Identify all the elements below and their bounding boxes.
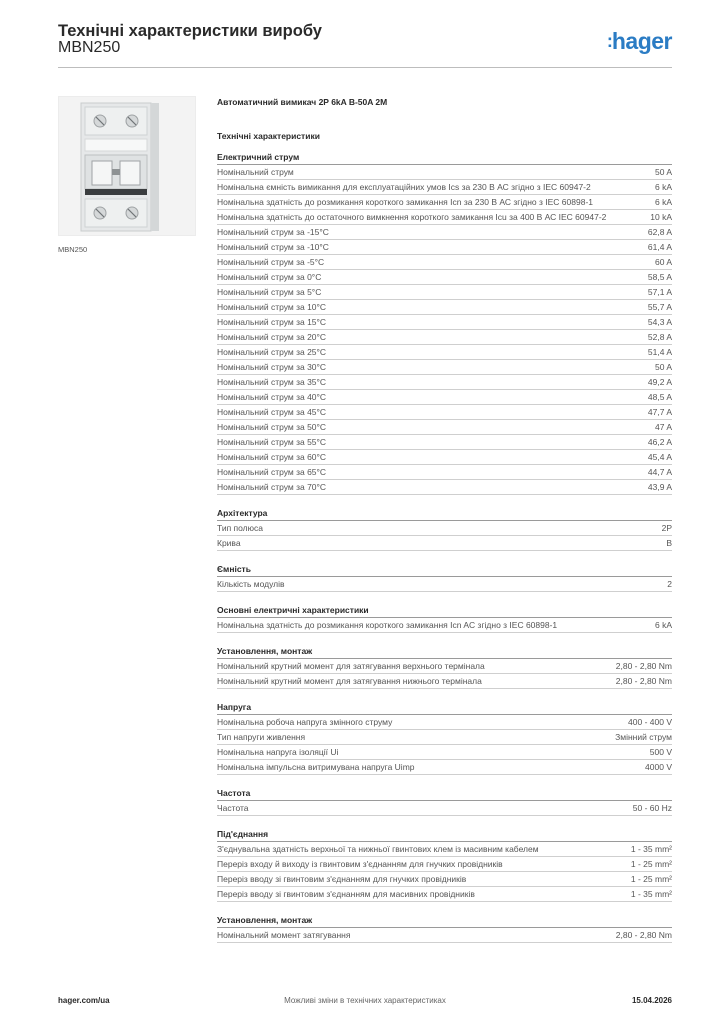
spec-row xyxy=(217,618,672,633)
spec-value: 52,8 A xyxy=(647,332,672,342)
spec-value: Змінний струм xyxy=(615,732,672,742)
spec-value: 51,4 A xyxy=(647,347,672,357)
footer-date: 15.04.2026 xyxy=(631,996,672,1005)
spec-row xyxy=(217,270,672,285)
image-caption: MBN250 xyxy=(58,245,88,254)
section-title: Установлення, монтаж xyxy=(217,914,672,928)
product-image xyxy=(58,96,196,236)
section-title: Електричний струм xyxy=(217,151,672,165)
section-title: Частота xyxy=(217,787,672,801)
spec-label: Номінальний струм за 55°C xyxy=(217,437,327,447)
spec-label: Тип напруги живлення xyxy=(217,732,306,742)
spec-row xyxy=(217,255,672,270)
section-title: Ємність xyxy=(217,563,672,577)
spec-label: Номінальна здатність до розмикання короткого замикання Icn AC згідно з IEC 60898-1 xyxy=(217,620,558,630)
spec-row xyxy=(217,674,672,689)
spec-value: 49,2 A xyxy=(647,377,672,387)
spec-value: 1 - 35 mm² xyxy=(630,889,672,899)
spec-label: Номінальний струм за 0°C xyxy=(217,272,322,282)
spec-row xyxy=(217,887,672,902)
spec-label: Номінальний струм за 30°C xyxy=(217,362,327,372)
spec-label: Номінальний струм за 15°C xyxy=(217,317,327,327)
spec-label: Номінальний струм за 50°C xyxy=(217,422,327,432)
spec-value: 6 kA xyxy=(654,620,672,630)
spec-value: 1 - 25 mm² xyxy=(630,859,672,869)
spec-label: Номінальний струм за 20°C xyxy=(217,332,327,342)
footer-notice: Можливі зміни в технічних характеристиках xyxy=(284,996,446,1005)
spec-row xyxy=(217,928,672,943)
spec-value: 61,4 A xyxy=(647,242,672,252)
spec-label: Номінальна здатність до остаточного вимкнення короткого замикання Icu за 400 В АС IEC 60947-2 xyxy=(217,212,607,222)
spec-row xyxy=(217,165,672,180)
section-title: Основні електричні характеристики xyxy=(217,604,672,618)
section-title: Установлення, монтаж xyxy=(217,645,672,659)
spec-row xyxy=(217,715,672,730)
spec-label: Номінальний струм за 45°C xyxy=(217,407,327,417)
header-divider xyxy=(58,67,672,68)
spec-label: Кількість модулів xyxy=(217,579,285,589)
spec-value: 58,5 A xyxy=(647,272,672,282)
section-title: Напруга xyxy=(217,701,672,715)
spec-value: 4000 V xyxy=(645,762,672,772)
spec-value: B xyxy=(666,538,672,548)
spec-block xyxy=(217,96,672,943)
spec-label: Номінальна напруга ізоляції Ui xyxy=(217,747,339,757)
footer-website: hager.com/ua xyxy=(58,996,110,1005)
spec-row xyxy=(217,730,672,745)
spec-value: 1 - 35 mm² xyxy=(630,844,672,854)
spec-value: 50 A xyxy=(654,362,672,372)
spec-label: Номінальний струм за 10°C xyxy=(217,302,327,312)
spec-value: 2 xyxy=(667,579,672,589)
spec-row xyxy=(217,450,672,465)
page-title: Технічні характеристики виробу xyxy=(58,22,322,40)
spec-label: Номінальний струм за -15°C xyxy=(217,227,329,237)
spec-value: 47,7 A xyxy=(647,407,672,417)
spec-value: 62,8 A xyxy=(647,227,672,237)
spec-label: Номінальний момент затягування xyxy=(217,930,351,940)
spec-value: 60 A xyxy=(654,257,672,267)
spec-value: 2P xyxy=(661,523,672,533)
spec-label: Номінальний крутний момент для затягування верхнього термінала xyxy=(217,661,485,671)
spec-value: 45,4 A xyxy=(647,452,672,462)
spec-row xyxy=(217,180,672,195)
spec-row xyxy=(217,300,672,315)
product-code: MBN250 xyxy=(58,39,121,56)
spec-row xyxy=(217,420,672,435)
spec-label: З'єднувальна здатність верхньої та нижньої гвинтових клем із масивним кабелем xyxy=(217,844,539,854)
spec-label: Номінальний струм за 65°C xyxy=(217,467,327,477)
spec-row xyxy=(217,240,672,255)
spec-label: Номінальна імпульсна витримувана напруга Uimp xyxy=(217,762,415,772)
spec-row xyxy=(217,330,672,345)
spec-value: 400 - 400 V xyxy=(628,717,672,727)
spec-value: 50 A xyxy=(654,167,672,177)
spec-row xyxy=(217,375,672,390)
spec-value: 47 A xyxy=(654,422,672,432)
spec-row xyxy=(217,842,672,857)
spec-row xyxy=(217,745,672,760)
spec-row xyxy=(217,345,672,360)
spec-row xyxy=(217,536,672,551)
spec-label: Крива xyxy=(217,538,241,548)
spec-value: 10 kA xyxy=(650,212,672,222)
spec-value: 2,80 - 2,80 Nm xyxy=(615,676,672,686)
spec-value: 6 kA xyxy=(654,197,672,207)
spec-value: 54,3 A xyxy=(647,317,672,327)
spec-label: Номінальний струм за -10°C xyxy=(217,242,329,252)
spec-value: 55,7 A xyxy=(647,302,672,312)
product-name: Автоматичний вимикач 2P 6kA B-50A 2M xyxy=(217,97,388,107)
spec-value: 2,80 - 2,80 Nm xyxy=(615,661,672,671)
spec-sections xyxy=(217,151,672,943)
spec-label: Тип полюса xyxy=(217,523,263,533)
spec-row xyxy=(217,315,672,330)
spec-row xyxy=(217,210,672,225)
spec-label: Номінальна здатність до розмикання короткого замикання Icn за 230 В АС згідно з IEC 60898-1 xyxy=(217,197,593,207)
spec-row xyxy=(217,480,672,495)
spec-row xyxy=(217,521,672,536)
spec-label: Номінальний струм за -5°C xyxy=(217,257,325,267)
section-title: Під'єднання xyxy=(217,828,672,842)
spec-row xyxy=(217,225,672,240)
spec-label: Номінальний струм за 25°C xyxy=(217,347,327,357)
spec-label: Номінальна ємність вимикання для експлуатаційних умов Ics за 230 В АС згідно з IEC 60947-2 xyxy=(217,182,591,192)
spec-label: Номінальний струм за 60°C xyxy=(217,452,327,462)
spec-row xyxy=(217,659,672,674)
spec-label: Переріз входу й виходу із гвинтовим з'єднанням для гнучких провідників xyxy=(217,859,503,869)
spec-label: Номінальний струм за 35°C xyxy=(217,377,327,387)
spec-value: 46,2 A xyxy=(647,437,672,447)
spec-label: Номінальний струм за 40°C xyxy=(217,392,327,402)
spec-row xyxy=(217,465,672,480)
spec-row xyxy=(217,405,672,420)
spec-value: 1 - 25 mm² xyxy=(630,874,672,884)
spec-row xyxy=(217,801,672,816)
spec-label: Номінальний струм за 70°C xyxy=(217,482,327,492)
spec-label: Номінальний струм xyxy=(217,167,294,177)
spec-value: 500 V xyxy=(649,747,672,757)
spec-row xyxy=(217,872,672,887)
spec-row xyxy=(217,195,672,210)
spec-label: Номінальний крутний момент для затягування нижнього термінала xyxy=(217,676,482,686)
spec-row xyxy=(217,360,672,375)
spec-value: 43,9 A xyxy=(647,482,672,492)
spec-label: Переріз вводу зі гвинтовим з'єднанням для масивних провідників xyxy=(217,889,475,899)
spec-row xyxy=(217,390,672,405)
spec-row xyxy=(217,760,672,775)
spec-value: 57,1 A xyxy=(647,287,672,297)
page-header xyxy=(58,22,674,70)
spec-heading: Технічні характеристики xyxy=(217,131,320,141)
hager-logo: :hager xyxy=(606,28,672,54)
spec-row xyxy=(217,857,672,872)
spec-label: Частота xyxy=(217,803,249,813)
spec-value: 48,5 A xyxy=(647,392,672,402)
spec-row xyxy=(217,577,672,592)
spec-label: Номінальна робоча напруга змінного струму xyxy=(217,717,393,727)
section-title: Архітектура xyxy=(217,507,672,521)
spec-row xyxy=(217,285,672,300)
spec-value: 6 kA xyxy=(654,182,672,192)
spec-label: Переріз вводу зі гвинтовим з'єднанням для гнучких провідників xyxy=(217,874,467,884)
spec-value: 2,80 - 2,80 Nm xyxy=(615,930,672,940)
spec-value: 50 - 60 Hz xyxy=(632,803,672,813)
spec-label: Номінальний струм за 5°C xyxy=(217,287,322,297)
spec-value: 44,7 A xyxy=(647,467,672,477)
spec-row xyxy=(217,435,672,450)
